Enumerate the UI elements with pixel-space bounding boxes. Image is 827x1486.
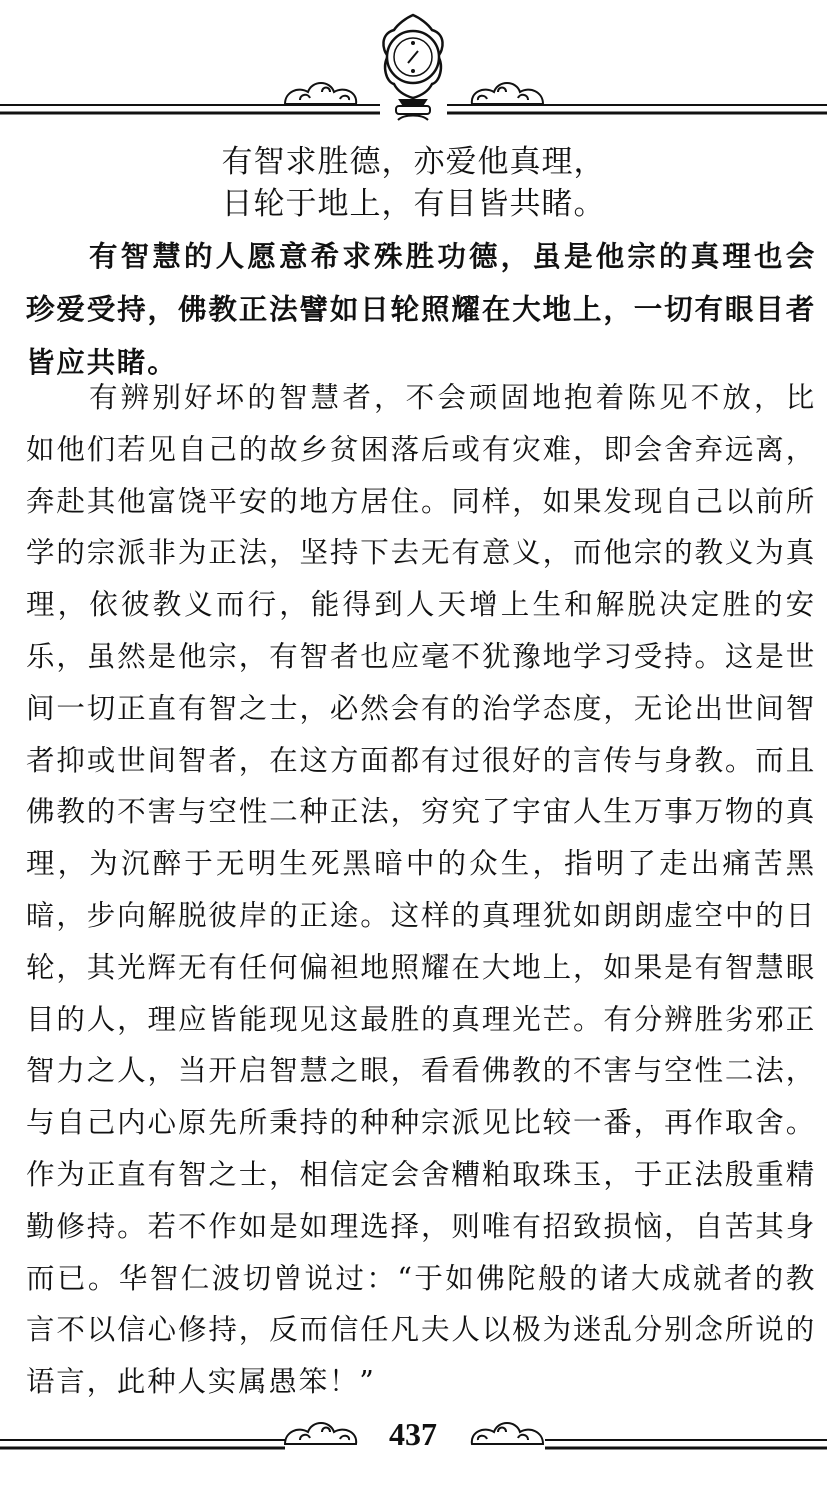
- medallion-icon: [383, 15, 442, 120]
- header-rule-left: [0, 105, 380, 113]
- footer-rule-right: [545, 1440, 827, 1448]
- footer-cloud-right-icon: [472, 1423, 543, 1444]
- footer-cloud-left-icon: [285, 1423, 356, 1444]
- page-number: 437: [389, 1416, 437, 1452]
- verse-line-1: 有智求胜德，亦爱他真理，: [221, 144, 606, 180]
- verse-line-2: 日轮于地上，有目皆共睹。: [221, 186, 606, 222]
- footer-rule-left: [0, 1440, 285, 1448]
- cloud-scroll-right-icon: [472, 83, 543, 104]
- verse-summary: 有智慧的人愿意希求殊胜功德，虽是他宗的真理也会珍爱受持，佛教正法譬如日轮照耀在大地上，一切有眼目者皆应共睹。: [26, 239, 816, 379]
- header-rule-right: [447, 105, 827, 113]
- header-ornament: [0, 0, 827, 135]
- commentary-paragraph: 有辨别好坏的智慧者，不会顽固地抱着陈见不放，比如他们若见自己的故乡贫困落后或有灾难，即会舍弃远离，奔赴其他富饶平安的地方居住。同样，如果发现自己以前所学的宗派非为正法，坚持下去无有意义，而他宗的教义为真理，依彼教义而行，能得到人天增上生和解脱决定胜的安乐，虽然是他宗，有智者也应毫不犹豫地学习受持。这是世间一切正直有智之士，必然会有的治学态度，无论出世间智者抑或世间智者，在这方面都有过很好的言传与身教。而且佛教的不害与空性二种正法，穷究了宇宙人生万事万物的真理，为沉醉于无明生死黑暗中的众生，指明了走出痛苦黑暗，步向解脱彼岸的正途。这样的真理犹如朗朗虚空中的日轮，其光辉无有任何偏袒地照耀在大地上，如果是有智慧眼目的人，理应皆能现见这最胜的真理光芒。有分辨胜劣邪正智力之人，当开启智慧之眼，看看佛教的不害与空性二法，与自己内心原先所秉持的种种宗派见比较一番，再作取舍。作为正直有智之士，相信定会舍糟粕取珠玉，于正法殷重精勤修持。若不作如是如理选择，则唯有招致损恼，自苦其身而已。华智仁波切曾说过：“于如佛陀般的诸大成就者的教言不以信心修持，反而信任凡夫人以极为迷乱分别念所说的语言，此种人实属愚笨！”: [26, 381, 816, 1399]
- cloud-scroll-left-icon: [285, 83, 356, 104]
